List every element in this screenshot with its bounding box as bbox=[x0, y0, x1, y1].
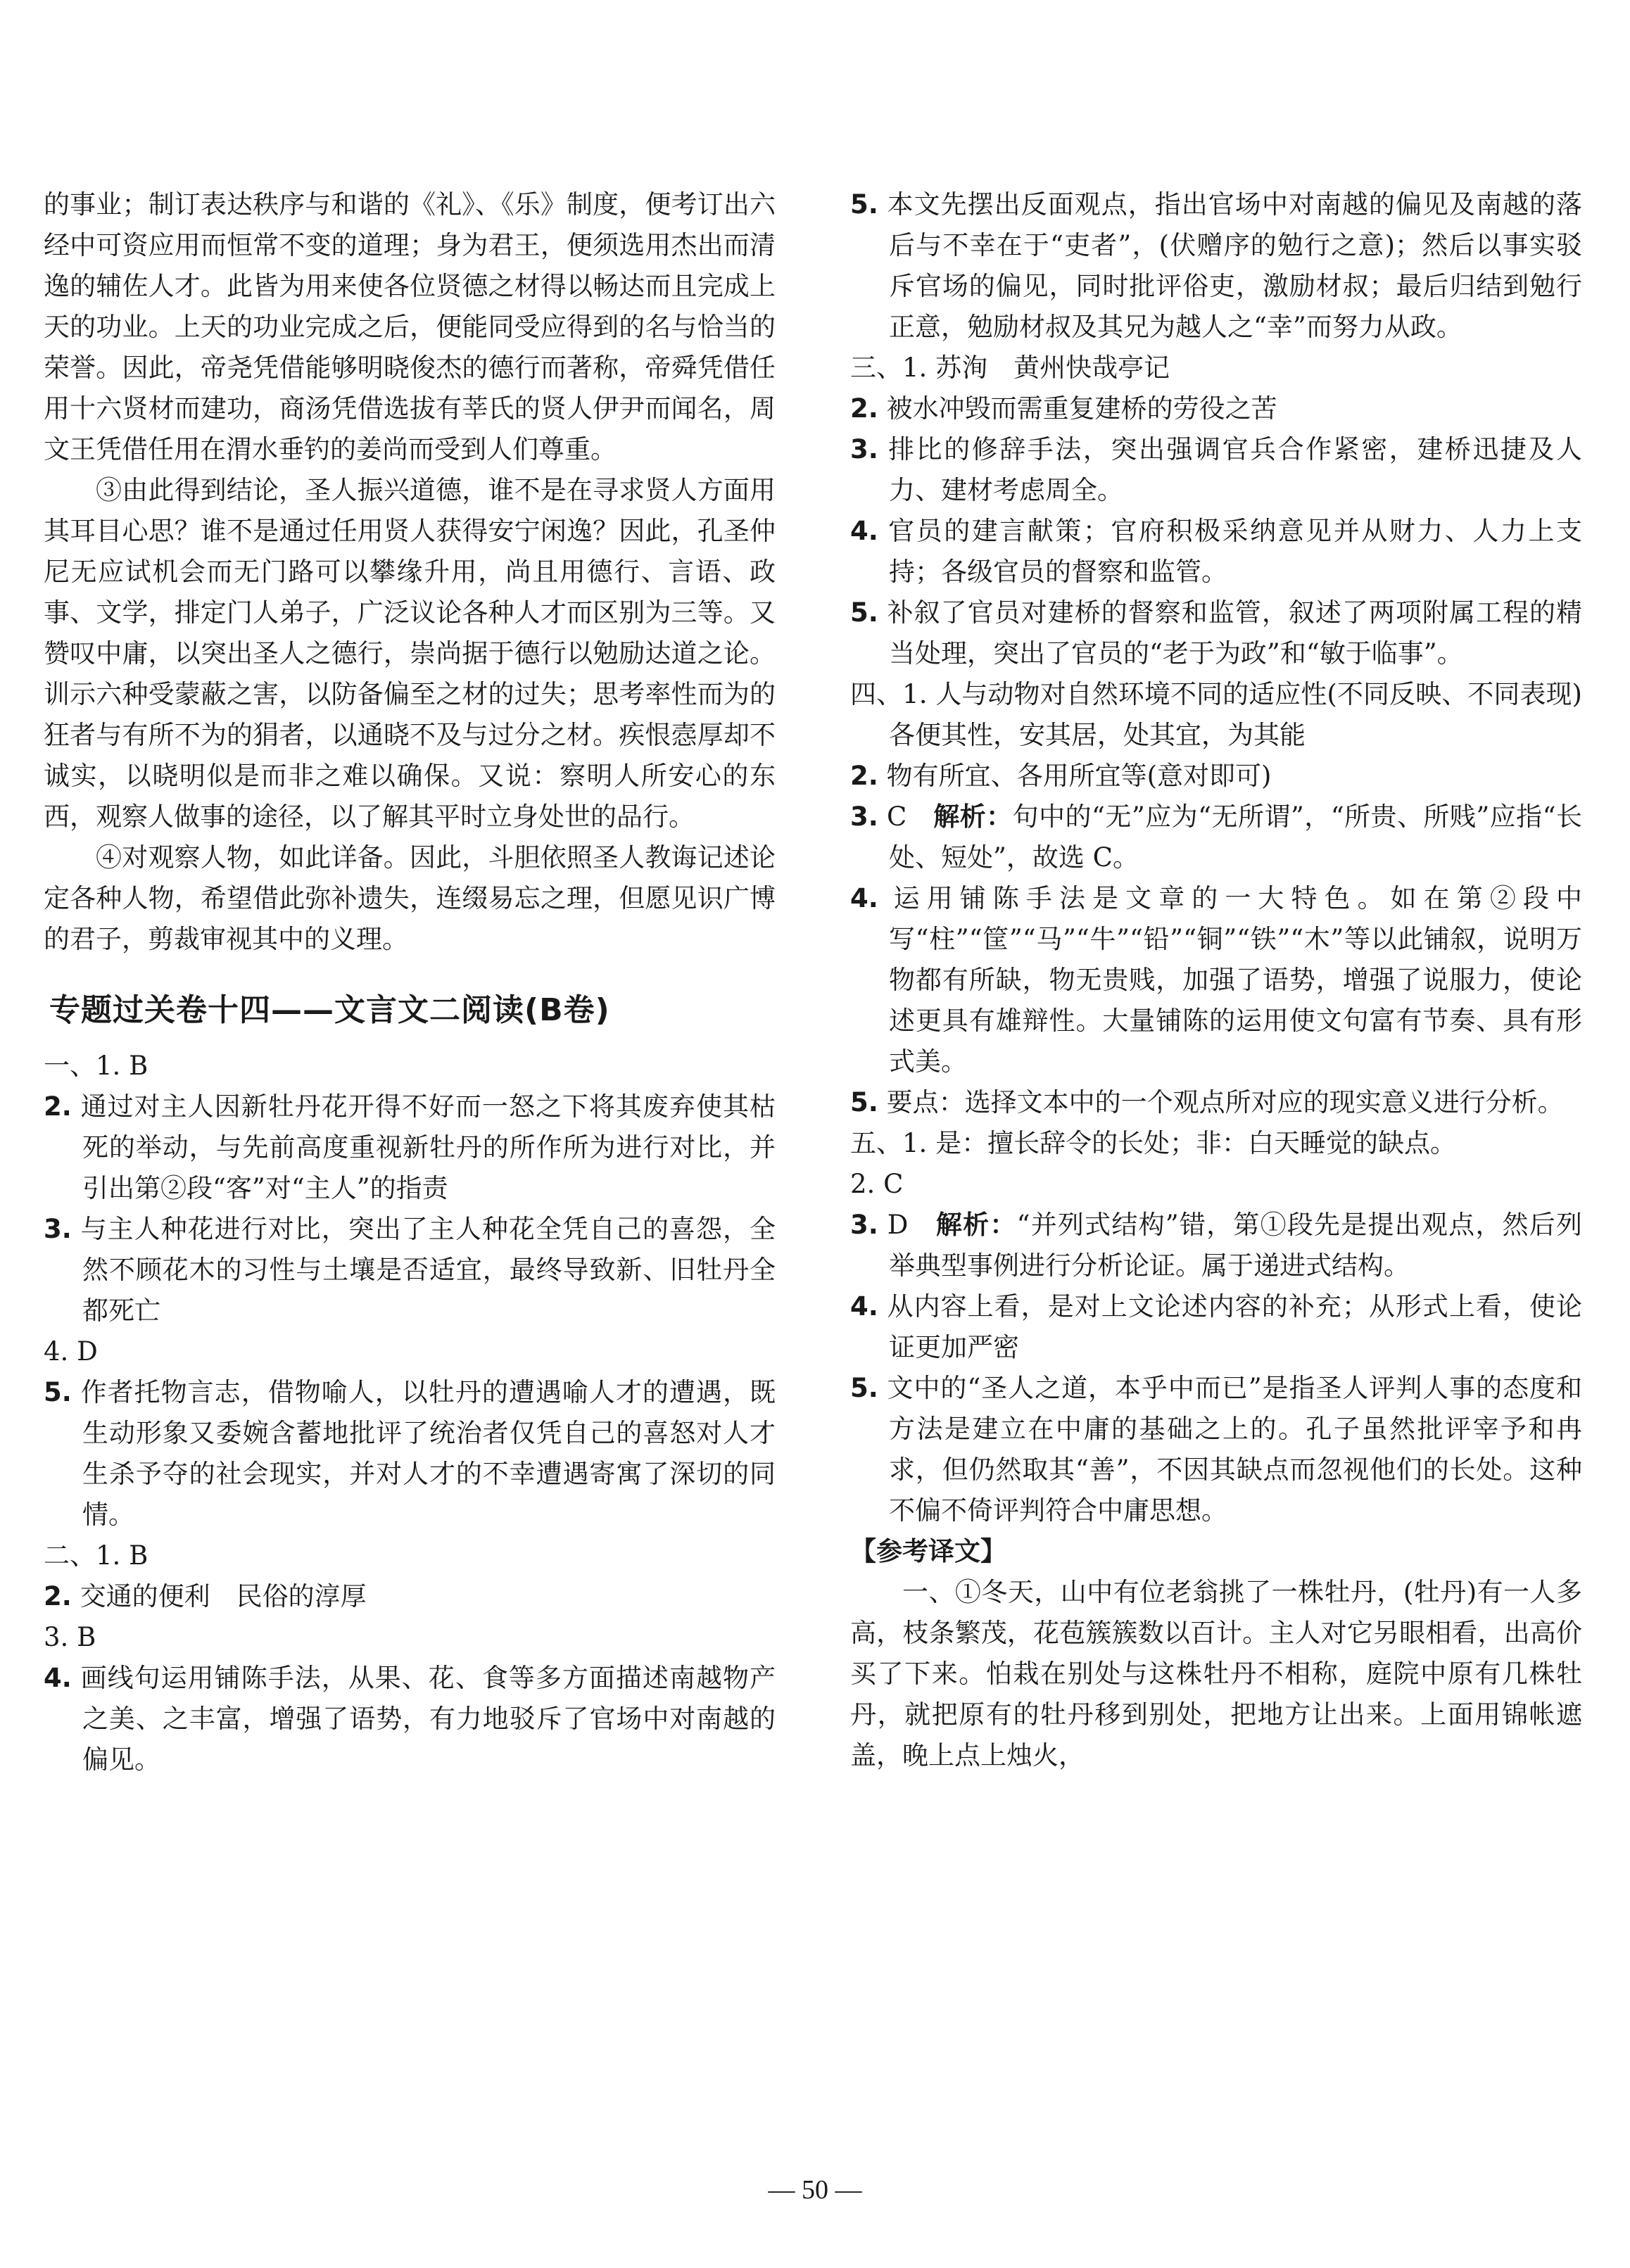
reference-translation-paragraph: 一、①冬天，山中有位老翁挑了一株牡丹，(牡丹)有一人多高，枝条繁茂，花苞簇簇数以百计。主人对它另眼相看，出高价买了下来。怕栽在别处与这株牡丹不相称，庭院中原有几株牡丹，就把原有的牡丹移到别处，把地方让出来。上面用锦帐遮盖，晚上点上烛火， bbox=[850, 1577, 1582, 1770]
answer-item: 4. D bbox=[44, 1336, 98, 1367]
right-column bbox=[850, 184, 1608, 1776]
section-title: 专题过关卷十四——文言文二阅读(B卷) bbox=[49, 992, 610, 1028]
answer-item: 5. 本文先摆出反面观点，指出官场中对南越的偏见及南越的落后与不幸在于“吏者”，(伏赠序的勉行之意)；然后以事实驳斥官场的偏见，同时批评俗吏，激励材叔；最后归结到勉行正意，勉励材叔及其兄为越人之“幸”而努力从政。 bbox=[850, 189, 1582, 342]
left-column bbox=[44, 184, 776, 1780]
answer-item: 2. 通过对主人因新牡丹花开得不好而一怒之下将其废弃使其枯死的举动，与先前高度重视新牡丹的所作所为进行对比，并引出第②段“客”对“主人”的指责 bbox=[44, 1091, 776, 1203]
translation-paragraph: ③由此得到结论，圣人振兴道德，谁不是在寻求贤人方面用其耳目心思？谁不是通过任用贤人获得安宁闲逸？因此，孔圣仲尼无应试机会而无门路可以攀缘升用，尚且用德行、言语、政事、文学，排定门人弟子，广泛议论各种人才而区别为三等。又赞叹中庸，以突出圣人之德行，崇尚据于德行以勉励达道之论。训示六种受蒙蔽之害，以防备偏至之材的过失；思考率性而为的狂者与有所不为的狷者，以通晓不及与过分之材。疾恨悫厚却不诚实，以晓明似是而非之难以确保。又说：察明人所安心的东西，观察人做事的途径，以了解其平时立身处世的品行。 bbox=[44, 475, 776, 832]
answer-item: 4. 运用铺陈手法是文章的一大特色。如在第②段中写“柱”“筐”“马”“牛”“铅”“铜”“铁”“木”等以此铺叙，说明万物都有所缺，物无贵贱，加强了语势，增强了说服力，使论述更具有雄辩性。大量铺陈的运用使文句富有节奏、具有形式美。 bbox=[850, 883, 1583, 1077]
answer-item: 4. 画线句运用铺陈手法，从果、花、食等多方面描述南越物产之美、之丰富，增强了语势，有力地驳斥了官场中对南越的偏见。 bbox=[44, 1663, 776, 1775]
answer-item: 3. B bbox=[44, 1622, 96, 1652]
answer-item: 5. 补叙了官员对建桥的督察和监管，叙述了两项附属工程的精当处理，突出了官员的“老于为政”和“敏于临事”。 bbox=[850, 597, 1582, 669]
answer-item: 3. C 解析：句中的“无”应为“无所谓”，“所贵、所贱”应指“长处、短处”，故选 C。 bbox=[850, 802, 1582, 873]
answer-item: 5. 文中的“圣人之道，本乎中而已”是指圣人评判人事的态度和方法是建立在中庸的基础之上的。孔子虽然批评宰予和冉求，但仍然取其“善”，不因其缺点而忽视他们的长处。这种不偏不倚评判符合中庸思想。 bbox=[850, 1373, 1582, 1526]
answer-item: 2. 被水冲毁而需重复建桥的劳役之苦 bbox=[850, 393, 1277, 424]
answer-item: 5. 作者托物言志，借物喻人，以牡丹的遭遇喻人才的遭遇，既生动形象又委婉含蓄地批评了统治者仅凭自己的喜怒对人才生杀予夺的社会现实，并对人才的不幸遭遇寄寓了深切的同情。 bbox=[44, 1377, 776, 1530]
answer-item: 4. 官员的建言献策；官府积极采纳意见并从财力、人力上支持；各级官员的督察和监管。 bbox=[850, 516, 1583, 587]
translation-paragraph: ④对观察人物，如此详备。因此，斗胆依照圣人教诲记述论定各种人物，希望借此弥补遗失，连缀易忘之理，但愿见识广博的君子，剪裁审视其中的义理。 bbox=[44, 842, 776, 954]
answer-item: 3. 与主人种花进行对比，突出了主人种花全凭自己的喜怨，全然不顾花木的习性与土壤是否适宜，最终导致新、旧牡丹全都死亡 bbox=[44, 1214, 776, 1326]
analysis-label: 解析： bbox=[933, 802, 1013, 832]
answer-item: 3. 排比的修辞手法，突出强调官兵合作紧密，建桥迅捷及人力、建材考虑周全。 bbox=[850, 434, 1583, 505]
answer-item: 三、1. 苏洵 黄州快哉亭记 bbox=[850, 353, 1170, 383]
answer-item: 2. C bbox=[850, 1169, 904, 1199]
page-number: — 50 — bbox=[768, 2175, 862, 2205]
answer-item: 一、1. B bbox=[44, 1051, 149, 1081]
answer-item: 4. 从内容上看，是对上文论述内容的补充；从形式上看，使论证更加严密 bbox=[850, 1291, 1582, 1362]
answer-item: 二、1. B bbox=[44, 1540, 149, 1571]
answer-item: 5. 要点：选择文本中的一个观点所对应的现实意义进行分析。 bbox=[850, 1087, 1564, 1117]
translation-paragraph: 的事业；制订表达秩序与和谐的《礼》、《乐》制度，便考订出六经中可资应用而恒常不变的道理；身为君王，便须选用杰出而清逸的辅佐人才。此皆为用来使各位贤德之材得以畅达而且完成上天的功业。上天的功业完成之后，便能同受应得到的名与恰当的荣誉。因此，帝尧凭借能够明晓俊杰的德行而著称，帝舜凭借任用十六贤材而建功，商汤凭借选拔有莘氏的贤人伊尹而闻名，周文王凭借任用在渭水垂钓的姜尚而受到人们尊重。 bbox=[44, 189, 776, 464]
reference-translation-heading: 【参考译文】 bbox=[850, 1536, 1006, 1566]
analysis-label: 解析： bbox=[935, 1210, 1017, 1240]
answer-item: 五、1. 是：擅长辞令的长处；非：白天睡觉的缺点。 bbox=[850, 1128, 1457, 1158]
answer-item: 2. 物有所宜、各用所宜等(意对即可) bbox=[850, 761, 1272, 791]
answer-item: 3. D 解析：“并列式结构”错，第①段先是提出观点，然后列举典型事例进行分析论证。属于递进式结构。 bbox=[850, 1210, 1582, 1281]
answer-item: 四、1. 人与动物对自然环境不同的适应性(不同反映、不同表现) 各便其性，安其居，处其宜，为其能 bbox=[850, 679, 1608, 750]
answer-item: 2. 交通的便利 民俗的淳厚 bbox=[44, 1581, 367, 1611]
